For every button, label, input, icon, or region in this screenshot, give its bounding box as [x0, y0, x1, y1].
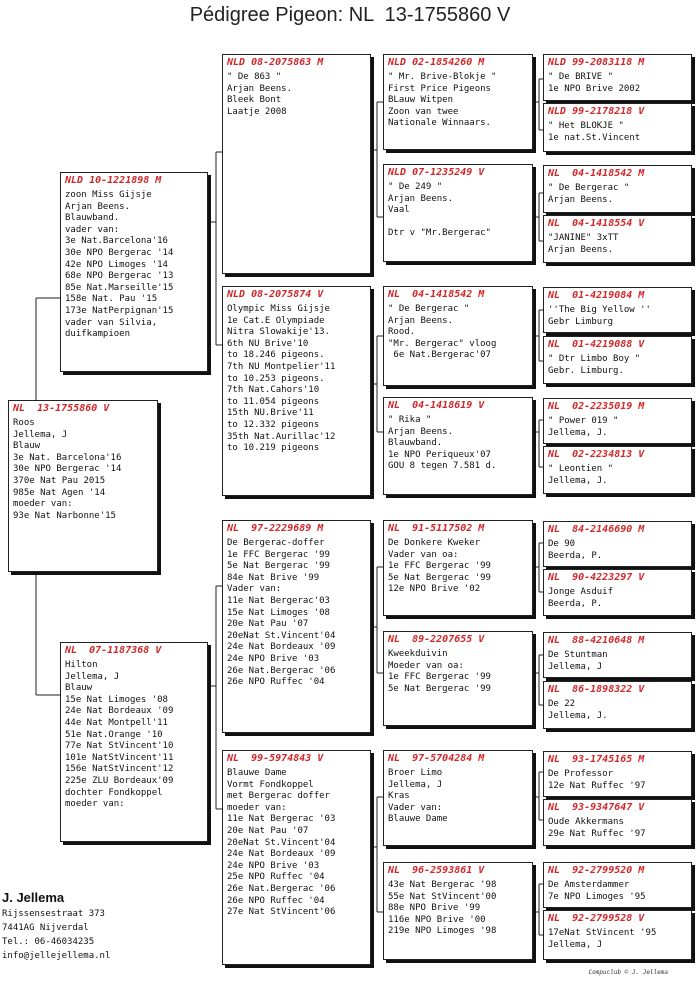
ring-number: NL 04-1418554 V — [548, 218, 645, 229]
pigeon-card-fmf — [383, 286, 533, 386]
pigeon-card-ffmf — [543, 165, 692, 213]
pigeon-info-line: 1e FFC Bergerac '99 — [388, 672, 491, 683]
pigeon-info-line: De 90 — [548, 539, 576, 549]
pigeon-info-line: 20eNat St.Vincent'04 — [227, 630, 336, 641]
ring-number: NL 04-1418542 M — [388, 289, 485, 300]
pigeon-card-mother — [60, 642, 208, 842]
pigeon-info-line: Arjan Beens. — [388, 315, 454, 326]
pigeon-info-line: Nitra Slowakije'13. — [227, 327, 330, 338]
pigeon-card-subject — [8, 400, 158, 572]
pigeon-info-line: Blauwe Dame — [227, 768, 287, 778]
pigeon-info-line: 20e Nat Pau '07 — [227, 619, 309, 630]
pigeon-info-line: 84e Nat Brive '99 — [227, 572, 320, 583]
pigeon-card-father — [60, 172, 208, 372]
pigeon-info-line: 219e NPO Limoges '98 — [388, 926, 497, 937]
pigeon-info-line: 116e NPO Brive '00 — [388, 914, 486, 925]
breeder-name: J. Jellema — [2, 890, 65, 905]
pigeon-card-mff — [383, 520, 533, 616]
pigeon-info-line: 51e Nat.Orange '10 — [65, 729, 163, 740]
pigeon-card-fff — [383, 54, 533, 150]
pigeon-info-line: 24e NPO Brive '03 — [227, 653, 320, 664]
pigeon-info-line: 1e FFC Bergerac '99 — [227, 549, 330, 560]
pigeon-info-line: 77e Nat StVincent'10 — [65, 741, 174, 752]
pigeon-card-mmf — [383, 750, 533, 846]
ring-number: NL 89-2207655 V — [388, 634, 485, 645]
pigeon-info-line: 24e Nat Bordeaux '09 — [227, 849, 336, 860]
ring-number: NL 93-1745165 M — [548, 754, 645, 765]
pigeon-info-line: 26e Nat.Bergerac '06 — [227, 665, 336, 676]
pigeon-card-fmfm — [543, 336, 692, 384]
pigeon-info-line: 5e Nat Bergerac '99 — [388, 683, 491, 694]
pigeon-info-line: 20eNat St.Vincent'04 — [227, 837, 336, 848]
pigeon-card-mm — [222, 750, 371, 965]
pigeon-info-line: Hilton — [65, 660, 98, 670]
pigeon-info-line: 173e NatPerpignan'15 — [65, 305, 174, 316]
pigeon-info-line: Blauw — [65, 683, 93, 694]
pigeon-info-line: zoon Miss Gijsje — [65, 190, 152, 200]
page-title: Pédigree Pigeon: NL 13-1755860 V — [189, 4, 511, 26]
pigeon-info-line: Vader van: — [388, 802, 443, 813]
pigeon-info-line: 24e Nat Bordeaux '09 — [65, 706, 174, 717]
breeder-info — [2, 889, 110, 963]
pigeon-info-line: Jellema, J — [388, 779, 443, 790]
pigeon-info-line: to 18.246 pigeons. — [227, 350, 325, 361]
pigeon-info-line: 1e NPO Brive 2002 — [548, 83, 641, 94]
ring-number: NLD 07-1235249 V — [388, 167, 485, 178]
pigeon-info-line: " De Bergerac " — [388, 304, 470, 314]
pigeon-info-line: 158e Nat. Pau '15 — [65, 294, 158, 305]
pigeon-info-line: De Donkere Kweker — [388, 538, 481, 548]
pigeon-info-line: 11e Nat Bergerac '03 — [227, 814, 336, 825]
pigeon-info-line: First Price Pigeons — [388, 83, 491, 94]
pigeon-info-line: " De 863 " — [227, 72, 282, 82]
pigeon-info-line: 1e FFC Bergerac '99 — [388, 561, 491, 572]
ring-number: NL 04-1418542 M — [548, 168, 645, 179]
pigeon-info-line: 43e Nat Bergerac '98 — [388, 880, 497, 890]
pigeon-info-line: Broer Limo — [388, 768, 443, 778]
pigeon-info-line: " Power 019 " — [548, 416, 619, 426]
pigeon-info-line: Beerda, P. — [548, 598, 603, 609]
pigeon-info-line: " Dtr Limbo Boy " — [548, 354, 641, 364]
pigeon-card-mmff — [543, 751, 692, 797]
pigeon-info-line: 3e Nat.Barcelona'16 — [65, 236, 168, 247]
pigeon-info-line: vader van Silvia, — [65, 317, 158, 328]
pigeon-card-mmmf — [543, 862, 692, 908]
pigeon-info-line: 156e NatStVincent'12 — [65, 764, 174, 775]
pigeon-info-line: Arjan Beens. — [388, 193, 454, 204]
ring-number: NL 04-1418619 V — [388, 400, 485, 411]
pigeon-info-line: 93e Nat Narbonne'15 — [13, 510, 116, 521]
pigeon-card-fmff — [543, 287, 692, 333]
pigeon-info-line: 26e NPO Ruffec '04 — [227, 677, 325, 688]
pigeon-info-line: " De 249 " — [388, 182, 443, 192]
pigeon-info-line: moeder van: — [65, 799, 125, 810]
ring-number: NL 01-4219088 V — [548, 339, 645, 350]
pigeon-info-line: 7e NPO Limoges '95 — [548, 891, 646, 902]
pigeon-info-line: 42e NPO Limoges '14 — [65, 259, 168, 270]
pigeon-info-line: to 10.219 pigeons — [227, 443, 320, 454]
pigeon-info-line: 85e Nat.Marseille'15 — [65, 282, 174, 293]
pigeon-info-line: Jonge Asduif — [548, 587, 614, 597]
pigeon-info-line: Arjan Beens. — [65, 201, 131, 212]
pigeon-info-line: Arjan Beens. — [388, 426, 454, 437]
ring-number: NLD 99-2178218 V — [548, 106, 645, 117]
pigeon-info-line: 1e nat.St.Vincent — [548, 132, 641, 143]
pigeon-info-line: Dtr v "Mr.Bergerac" — [388, 228, 491, 239]
ring-number: NLD 08-2075863 M — [227, 57, 324, 68]
pigeon-card-ffm — [383, 164, 533, 262]
pigeon-info-line: "Mr. Bergerac" vloog — [388, 338, 497, 349]
pigeon-info-line: 1e NPO Periqueux'07 — [388, 449, 491, 460]
pigeon-info-line: 44e Nat Montpell'11 — [65, 717, 168, 728]
pigeon-info-line: met Bergerac doffer — [227, 791, 330, 802]
pigeon-info-line — [388, 217, 528, 229]
pigeon-info-line: Vader van: — [227, 584, 282, 595]
pigeon-info-line: 101e NatStVincent'11 — [65, 752, 174, 763]
pigeon-info-line: " De Bergerac " — [548, 183, 630, 193]
pigeon-info-line: moeder van: — [13, 499, 73, 510]
ring-number: NL 92-2799528 V — [548, 913, 645, 924]
pigeon-card-fm — [222, 286, 371, 496]
pigeon-info-line: Nationale Winnaars. — [388, 118, 491, 129]
pigeon-info-line: 12e NPO Brive '02 — [388, 584, 481, 595]
pigeon-info-line: 15e Nat Limoges '08 — [65, 694, 168, 705]
pigeon-card-ffff — [543, 54, 692, 101]
pigeon-info-line: " Rika " — [388, 415, 432, 425]
pigeon-info-line: Vormt Fondkoppel — [227, 779, 314, 790]
pigeon-info-line: 17eNat StVincent '95 — [548, 928, 657, 938]
pigeon-info-line: duifkampioen — [65, 329, 131, 340]
ring-number: NL 92-2799520 M — [548, 865, 645, 876]
ring-number: NL 97-5704284 M — [388, 753, 485, 764]
pigeon-info-line: 7th NU Montpelier'11 — [227, 361, 336, 372]
pigeon-info-line: Moeder van oa: — [388, 660, 464, 671]
pigeon-info-line: 68e NPO Bergerac '13 — [65, 271, 174, 282]
pigeon-info-line: Oude Akkermans — [548, 817, 624, 827]
pigeon-info-line: Arjan Beens. — [548, 244, 614, 255]
ring-number: NL 88-4210648 M — [548, 635, 645, 646]
breeder-city: 7441AG Nijverdal — [2, 923, 89, 933]
pigeon-info-line: moeder van: — [227, 802, 287, 813]
pigeon-info-line: "JANINE" 3xTT — [548, 233, 619, 243]
pigeon-card-mfmf — [543, 632, 692, 678]
pigeon-info-line: Arjan Beens. — [227, 83, 293, 94]
pigeon-info-line: De Stuntman — [548, 650, 608, 660]
ring-number: NL 86-1898322 V — [548, 684, 645, 695]
ring-number: NL 02-2234813 V — [548, 449, 645, 460]
pigeon-info-line: 15th NU.Brive'11 — [227, 408, 314, 419]
pigeon-info-line: Bleek Bont — [227, 95, 282, 106]
pigeon-info-line: Olympic Miss Gijsje — [227, 304, 330, 314]
pigeon-info-line: Jellema, J — [548, 661, 603, 672]
pigeon-info-line: Jellema, J. — [548, 710, 608, 721]
breeder-street: Rijssensestraat 373 — [2, 909, 105, 919]
pigeon-card-ff — [222, 54, 371, 274]
pigeon-info-line: " De BRIVE " — [548, 72, 614, 82]
ring-number: NL 91-5117502 M — [388, 523, 485, 534]
pigeon-info-line: Beerda, P. — [548, 550, 603, 561]
pigeon-info-line: 88e NPO Brive '99 — [388, 903, 481, 914]
pigeon-info-line: Kweekduivin — [388, 649, 448, 659]
ring-number: NL 13-1755860 V — [13, 403, 110, 414]
pigeon-card-mfff — [543, 521, 692, 567]
pigeon-card-ffmm — [543, 215, 692, 263]
pigeon-info-line: 29e Nat Ruffec '97 — [548, 828, 646, 839]
pigeon-info-line: 55e Nat StVincent'00 — [388, 891, 497, 902]
pigeon-card-mmmm — [543, 910, 692, 960]
ring-number: NL 99-5974843 V — [227, 753, 324, 764]
ring-number: NLD 10-1221898 M — [65, 175, 162, 186]
pigeon-info-line: to 11.054 pigeons — [227, 396, 320, 407]
ring-number: NL 07-1187368 V — [65, 645, 162, 656]
pigeon-card-mmm — [383, 862, 533, 960]
pigeon-info-line: De 22 — [548, 699, 576, 709]
pigeon-info-line: Gebr. Limburg. — [548, 365, 624, 376]
pigeon-info-line: Vader van oa: — [388, 549, 459, 560]
ring-number: NL 97-2229689 M — [227, 523, 324, 534]
pigeon-info-line: Blauwband. — [65, 213, 120, 224]
pigeon-info-line: Vaal — [388, 205, 410, 216]
pigeon-card-mf — [222, 520, 371, 733]
pigeon-card-fmm — [383, 397, 533, 495]
pigeon-info-line: Rood. — [388, 327, 416, 338]
breeder-email: info@jellejellema.nl — [2, 951, 111, 961]
pigeon-info-line: 30e NPO Bergerac '14 — [65, 247, 174, 258]
pigeon-info-line: " Mr. Brive-Blokje " — [388, 72, 497, 82]
ring-number: NLD 02-1854260 M — [388, 57, 485, 68]
pigeon-info-line: 26e Nat.Bergerac '06 — [227, 883, 336, 894]
pigeon-info-line: GOU 8 tegen 7.581 d. — [388, 461, 497, 472]
pigeon-info-line: 1e Cat.E Olympiade — [227, 315, 325, 326]
pigeon-info-line: Blauwband. — [388, 438, 443, 449]
pigeon-info-line: De Bergerac-doffer — [227, 538, 325, 548]
pigeon-info-line: 30e NPO Bergerac '14 — [13, 464, 122, 475]
pigeon-card-mmfm — [543, 799, 692, 846]
pigeon-info-line: Blauw — [13, 441, 41, 452]
pigeon-info-line: 27e Nat StVincent'06 — [227, 907, 336, 918]
pigeon-info-line: 225e ZLU Bordeaux'09 — [65, 775, 174, 786]
pigeon-info-line: to 10.253 pigeons. — [227, 373, 325, 384]
pigeon-info-line: 24e Nat Bordeaux '09 — [227, 642, 336, 653]
pigeon-card-mfmm — [543, 681, 692, 729]
pigeon-info-line: De Amsterdammer — [548, 880, 630, 890]
software-credit: Compuclub © J. Jellema — [588, 969, 668, 976]
pigeon-card-fmmm — [543, 446, 692, 494]
ring-number: NL 93-9347647 V — [548, 802, 645, 813]
pigeon-info-line: 6e Nat.Bergerac'07 — [388, 350, 491, 361]
pigeon-info-line: vader van: — [65, 224, 120, 235]
pigeon-info-line: 25e NPO Ruffec '04 — [227, 872, 325, 883]
pigeon-info-line: 15e Nat Limoges '08 — [227, 607, 330, 618]
pigeon-info-line: Kras — [388, 791, 410, 802]
ring-number: NL 90-4223297 V — [548, 572, 645, 583]
ring-number: NLD 99-2083118 M — [548, 57, 645, 68]
pigeon-info-line: 985e Nat Agen '14 — [13, 487, 106, 498]
ring-number: NL 02-2235019 M — [548, 401, 645, 412]
pigeon-info-line: 12e Nat Ruffec '97 — [548, 780, 646, 791]
pigeon-info-line: ''The Big Yellow '' — [548, 305, 651, 315]
pigeon-info-line: 11e Nat Bergerac'03 — [227, 595, 330, 606]
pigeon-card-mfm — [383, 631, 533, 726]
pigeon-card-mffm — [543, 569, 692, 616]
pigeon-info-line: 26e NPO Ruffec '04 — [227, 895, 325, 906]
pigeon-card-fffm — [543, 103, 692, 152]
pigeon-info-line: Jellema, J — [65, 671, 120, 682]
breeder-phone: Tel.: 06-46034235 — [2, 937, 95, 947]
pigeon-info-line: 35th Nat.Aurillac'12 — [227, 431, 336, 442]
pigeon-info-line: 5e Nat Bergerac '99 — [227, 561, 330, 572]
pigeon-info-line: Jellema, J — [548, 939, 603, 950]
pigeon-info-line: 7th Nat.Cahors'10 — [227, 385, 320, 396]
pigeon-info-line: 24e NPO Brive '03 — [227, 860, 320, 871]
pigeon-info-line: 20e Nat Pau '07 — [227, 825, 309, 836]
ring-number: NLD 08-2075874 V — [227, 289, 324, 300]
pigeon-info-line: Jellema, J. — [548, 427, 608, 438]
pigeon-info-line: De Professor — [548, 769, 614, 779]
pigeon-info-line: 370e Nat Pau 2015 — [13, 475, 106, 486]
pigeon-info-line: Zoon van twee — [388, 106, 459, 117]
pigeon-info-line: BLauw Witpen — [388, 95, 454, 106]
pigeon-info-line: Arjan Beens. — [548, 194, 614, 205]
pigeon-card-fmmf — [543, 398, 692, 444]
pigeon-info-line: Gebr Limburg — [548, 316, 614, 327]
pigeon-info-line: " Het BLOKJE " — [548, 121, 624, 131]
pigeon-info-line: Laatje 2008 — [227, 106, 287, 117]
pigeon-info-line: 6th NU Brive'10 — [227, 338, 309, 349]
pigeon-info-line: dochter Fondkoppel — [65, 787, 163, 798]
ring-number: NL 84-2146690 M — [548, 524, 645, 535]
pigeon-info-line: to 12.332 pigeons — [227, 419, 320, 430]
pigeon-info-line: Roos — [13, 418, 35, 428]
pigeon-info-line: 3e Nat. Barcelona'16 — [13, 452, 122, 463]
ring-number: NL 96-2593861 V — [388, 865, 485, 876]
pigeon-info-line: Blauwe Dame — [388, 814, 448, 825]
ring-number: NL 01-4219084 M — [548, 290, 645, 301]
pigeon-info-line: Jellema, J — [13, 429, 68, 440]
pigeon-info-line: Jellema, J. — [548, 475, 608, 486]
pigeon-info-line: " Leontien " — [548, 464, 614, 474]
pigeon-info-line: 5e Nat Bergerac '99 — [388, 572, 491, 583]
